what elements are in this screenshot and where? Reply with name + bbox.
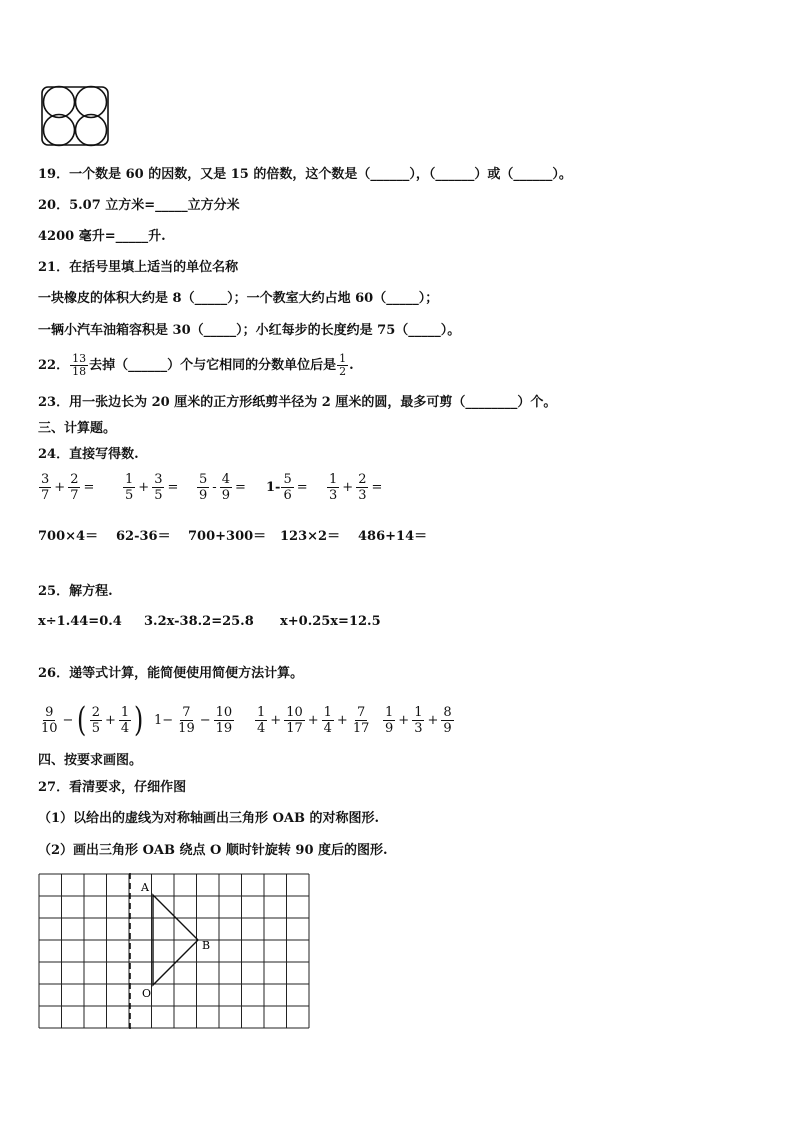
- drawing-grid: [38, 873, 314, 1029]
- q26-expr-3: $\frac{1}{4}$ + $\frac{10}{17}$ + $\frac{1}{4}$ + $\frac{7}{17}$: [257, 704, 370, 736]
- q22-number: 22．: [38, 358, 70, 373]
- question-26: 26．递等式计算，能简便使用简便方法计算。: [38, 666, 304, 681]
- q22-text: 去掉（______）个与它相同的分数单位后是: [89, 358, 337, 373]
- q26-expr-1: $\frac{9}{10}$ − ( $\frac{2}{5}$ + $\frac{1}{4}$ ): [41, 700, 144, 740]
- question-20b: 4200 毫升=_____升.: [38, 229, 166, 244]
- q24-int-5: 486+14＝: [358, 529, 428, 544]
- section-4-heading: 四、按要求画图。: [38, 753, 143, 768]
- question-24: 24．直接写得数.: [38, 447, 139, 462]
- q24-int-3: 700+300＝: [188, 529, 267, 544]
- q25-eq-3: x+0.25x=12.5: [280, 614, 381, 629]
- q24-item-4: 1- $\frac{5}{6}$ =: [266, 472, 308, 503]
- question-27-part-1: （1）以给出的虚线为对称轴画出三角形 OAB 的对称图形.: [38, 811, 380, 826]
- section-3-heading: 三、计算题。: [38, 421, 117, 436]
- label-b: B: [202, 939, 211, 952]
- question-25: 25．解方程.: [38, 584, 113, 599]
- q24-int-1: 700×4＝: [38, 529, 99, 544]
- q24-item-2: $\frac{1}{5}$ + $\frac{3}{5}$ =: [125, 472, 179, 503]
- label-o: O: [142, 987, 152, 1000]
- q26-expr-4: $\frac{1}{9}$ + $\frac{1}{3}$ + $\frac{8}{9}$: [385, 704, 452, 736]
- q22-fraction-2: $\frac{1}{2}$: [339, 352, 347, 378]
- q25-eq-2: 3.2x-38.2=25.8: [144, 614, 254, 629]
- q22-fraction-1: $\frac{13}{18}$: [72, 352, 87, 378]
- four-circles-figure: [40, 85, 112, 147]
- question-27: 27．看清要求，仔细作图: [38, 780, 187, 795]
- q24-item-3: $\frac{5}{9}$ - $\frac{4}{9}$ =: [199, 472, 246, 503]
- question-22: 22． $\frac{13}{18}$ 去掉（______）个与它相同的分数单位后是 $\frac{1}{2}$ .: [38, 352, 354, 378]
- question-20a: 20．5.07 立方米=_____立方分米: [38, 198, 240, 213]
- q24-int-4: 123×2＝: [280, 529, 341, 544]
- q26-expr-2: 1− $\frac{7}{19}$ − $\frac{10}{19}$: [154, 704, 233, 736]
- question-19: 19．一个数是 60 的因数，又是 15 的倍数，这个数是（______），（______）或（______）。: [38, 167, 572, 182]
- label-a: A: [141, 881, 149, 894]
- q24-int-2: 62-36＝: [116, 529, 171, 544]
- question-21b: 一辆小汽车油箱容积是 30（_____）；小红每步的长度约是 75（_____）。: [38, 323, 461, 338]
- q25-eq-1: x÷1.44=0.4: [38, 614, 122, 629]
- q24-item-5: $\frac{1}{3}$ + $\frac{2}{3}$ =: [329, 472, 383, 503]
- question-23: 23．用一张边长为 20 厘米的正方形纸剪半径为 2 厘米的圆，最多可剪（________）个。: [38, 395, 557, 410]
- q24-item-1: $\frac{3}{7}$ + $\frac{2}{7}$ =: [41, 472, 95, 503]
- question-21: 21．在括号里填上适当的单位名称: [38, 260, 239, 275]
- question-27-part-2: （2）画出三角形 OAB 绕点 O 顺时针旋转 90 度后的图形.: [38, 843, 388, 858]
- grid-lines: [39, 874, 309, 1028]
- question-21a: 一块橡皮的体积大约是 8（_____）；一个教室大约占地 60（_____）；: [38, 291, 439, 306]
